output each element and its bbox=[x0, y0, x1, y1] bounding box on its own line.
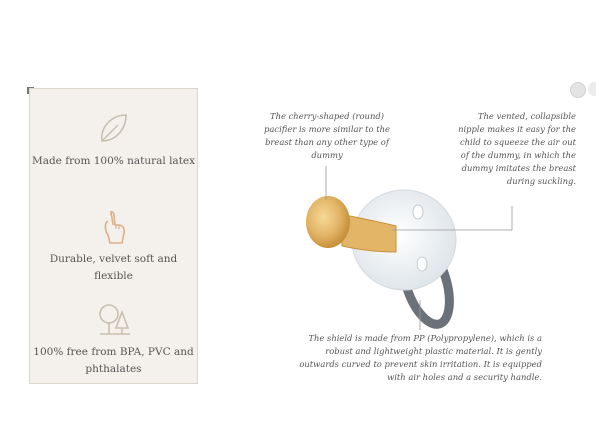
feature-free-text: 100% free from BPA, PVC and phthalates bbox=[33, 346, 194, 375]
shield-callout: The shield is made from PP (Polypropylene), which is a robust and lightweight plastic material. It is gently outwards curved to prevent skin irritation. It is equipped with air holes and a security handle. bbox=[299, 333, 542, 382]
vented-nipple-callout: The vented, collapsible nipple makes it easy for the child to squeeze the air out of the dummy, in which the dummy imitates the breast during suckling. bbox=[458, 111, 576, 186]
nipple-bulb bbox=[306, 196, 350, 248]
cherry-shape-callout: The cherry-shaped (round) pacifier is more similar to the breast than any other type of dummy bbox=[264, 111, 390, 160]
air-hole bbox=[417, 257, 427, 271]
feature-durable-text: Durable, velvet soft and flexible bbox=[49, 253, 178, 282]
air-hole bbox=[413, 205, 423, 219]
feature-latex-text: Made from 100% natural latex bbox=[31, 155, 196, 167]
